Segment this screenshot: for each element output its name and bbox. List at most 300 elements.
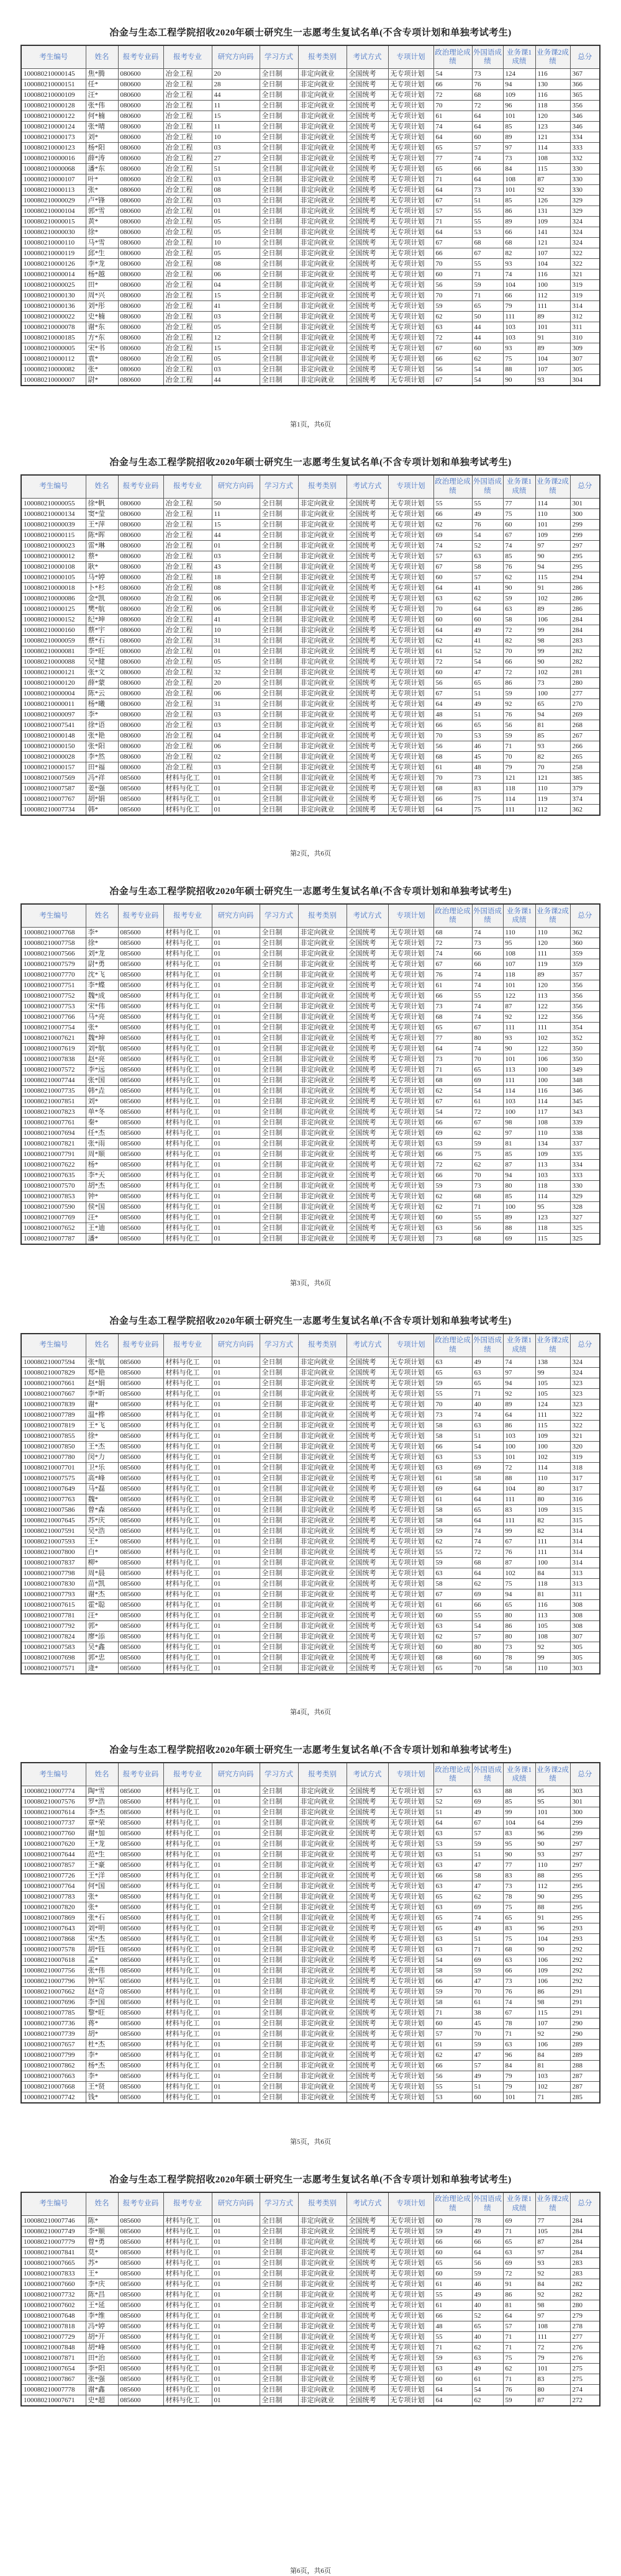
cell: 64 xyxy=(433,1818,472,1828)
cell: 48 xyxy=(472,762,503,772)
cell: 54 xyxy=(472,1086,503,1096)
cell: 无专项计划 xyxy=(388,196,433,206)
cell: 无专项计划 xyxy=(388,1213,433,1223)
table-row xyxy=(21,561,600,572)
column-header: 考试方式 xyxy=(347,1334,388,1357)
table-row xyxy=(21,1191,600,1202)
cell: 284 xyxy=(570,2247,600,2257)
cell: 57 xyxy=(433,206,472,217)
cell: 63 xyxy=(503,2040,535,2050)
cell: 100080210007649 xyxy=(21,1483,86,1494)
cell: 材料与化工 xyxy=(163,1934,212,1945)
cell: 无专项计划 xyxy=(388,1191,433,1202)
cell: 无专项计划 xyxy=(388,322,433,333)
cell: 材料与化工 xyxy=(163,2352,212,2363)
cell: 非定向就业 xyxy=(298,2018,347,2029)
cell: 99 xyxy=(535,646,570,656)
cell: 01 xyxy=(212,2279,260,2289)
cell: 全日制 xyxy=(260,519,298,530)
cell: 全日制 xyxy=(260,1170,298,1181)
cell: 94 xyxy=(503,1170,535,1181)
cell: 59 xyxy=(433,2352,472,2363)
cell: 78 xyxy=(503,1652,535,1663)
table-row xyxy=(21,291,600,301)
cell: 085600 xyxy=(118,1494,163,1504)
cell: 谢*鑫 xyxy=(86,2384,118,2395)
cell: 269 xyxy=(570,709,600,720)
cell: 38 xyxy=(472,2008,503,2018)
cell: 350 xyxy=(570,1054,600,1065)
cell: 66 xyxy=(433,354,472,364)
cell: 122 xyxy=(535,1044,570,1054)
cell: 谢*东 xyxy=(86,322,118,333)
cell: 55 xyxy=(472,498,503,508)
cell: 全日制 xyxy=(260,1139,298,1149)
cell: 64 xyxy=(433,2395,472,2406)
cell: 材料与化工 xyxy=(163,2300,212,2310)
cell: 51 xyxy=(472,196,503,206)
cell: 48 xyxy=(433,709,472,720)
cell: 01 xyxy=(212,2257,260,2268)
cell: 冶金工程 xyxy=(163,238,212,248)
table-row xyxy=(21,1850,600,1860)
cell: 全国统考 xyxy=(347,1987,388,1997)
cell: 74 xyxy=(472,970,503,980)
cell: 无专项计划 xyxy=(388,1012,433,1023)
cell: 03 xyxy=(212,551,260,561)
cell: 无专项计划 xyxy=(388,2061,433,2071)
cell: 非定向就业 xyxy=(298,698,347,709)
cell: 非定向就业 xyxy=(298,164,347,174)
cell: 69 xyxy=(472,1589,503,1599)
cell: 085600 xyxy=(118,1945,163,1955)
cell: 45 xyxy=(472,2018,503,2029)
cell: 全日制 xyxy=(260,238,298,248)
cell: 01 xyxy=(212,1620,260,1631)
cell: 085600 xyxy=(118,1357,163,1367)
cell: 085600 xyxy=(118,1663,163,1674)
cell: 韩* xyxy=(86,804,118,815)
table-row xyxy=(21,1001,600,1012)
cell: 49 xyxy=(472,508,503,519)
cell: 100080210007735 xyxy=(21,1086,86,1096)
table-row xyxy=(21,2092,600,2104)
cell: 全国统考 xyxy=(347,1128,388,1139)
cell: 非定向就业 xyxy=(298,1578,347,1589)
cell: 73 xyxy=(503,153,535,164)
cell: 全国统考 xyxy=(347,2050,388,2061)
cell: 277 xyxy=(570,688,600,698)
table-row xyxy=(21,1934,600,1945)
cell: 64 xyxy=(503,1409,535,1420)
cell: 材料与化工 xyxy=(163,2374,212,2384)
cell: 349 xyxy=(570,1065,600,1075)
table-row xyxy=(21,206,600,217)
cell: 非定向就业 xyxy=(298,2321,347,2331)
cell: 全国统考 xyxy=(347,656,388,667)
cell: 材料与化工 xyxy=(163,2289,212,2300)
cell: 全日制 xyxy=(260,772,298,783)
cell: 全日制 xyxy=(260,2029,298,2040)
cell: 100080210007648 xyxy=(21,2310,86,2321)
cell: 苗*凯 xyxy=(86,1578,118,1589)
cell: 63 xyxy=(433,1850,472,1860)
cell: 99 xyxy=(535,1367,570,1378)
cell: 冶金工程 xyxy=(163,364,212,375)
cell: 92 xyxy=(535,185,570,196)
cell: 113 xyxy=(535,1160,570,1170)
cell: 60 xyxy=(433,667,472,677)
column-header: 研究方向码 xyxy=(212,1334,260,1357)
cell: 非定向就业 xyxy=(298,720,347,730)
cell: 87 xyxy=(535,2395,570,2406)
cell: 全日制 xyxy=(260,2018,298,2029)
cell: 59 xyxy=(472,1839,503,1850)
cell: 73 xyxy=(472,772,503,783)
cell: 299 xyxy=(570,519,600,530)
table-row xyxy=(21,1504,600,1515)
cell: 295 xyxy=(570,551,600,561)
cell: 01 xyxy=(212,2268,260,2279)
cell: 冶金工程 xyxy=(163,90,212,101)
cell: 70 xyxy=(433,291,472,301)
cell: 085600 xyxy=(118,783,163,793)
column-header: 外国语成绩 xyxy=(472,1763,503,1786)
cell: 无专项计划 xyxy=(388,2384,433,2395)
cell: 67 xyxy=(503,530,535,540)
cell: 49 xyxy=(472,2363,503,2374)
cell: 339 xyxy=(570,1118,600,1128)
cell: 085600 xyxy=(118,1610,163,1620)
cell: 06 xyxy=(212,593,260,603)
cell: 74 xyxy=(472,928,503,938)
cell: 89 xyxy=(503,217,535,227)
cell: 352 xyxy=(570,1033,600,1044)
cell: 92 xyxy=(503,1388,535,1399)
cell: 58 xyxy=(472,1473,503,1483)
cell: 非定向就业 xyxy=(298,762,347,772)
column-header: 报考专业 xyxy=(163,45,212,69)
cell: 全国统考 xyxy=(347,1902,388,1913)
cell: 100080210007583 xyxy=(21,1642,86,1652)
column-header: 外国语成绩 xyxy=(472,475,503,499)
cell: 74 xyxy=(472,1001,503,1012)
cell: 71 xyxy=(472,1388,503,1399)
cell: 全日制 xyxy=(260,1044,298,1054)
cell: 全日制 xyxy=(260,1504,298,1515)
cell: 材料与化工 xyxy=(163,1536,212,1547)
cell: 085600 xyxy=(118,1462,163,1473)
cell: 全国统考 xyxy=(347,582,388,593)
cell: 085600 xyxy=(118,991,163,1001)
cell: 材料与化工 xyxy=(163,2321,212,2331)
cell: 44 xyxy=(212,90,260,101)
cell: 全日制 xyxy=(260,688,298,698)
cell: 无专项计划 xyxy=(388,375,433,386)
cell: 全国统考 xyxy=(347,1871,388,1881)
cell: 杨*杰 xyxy=(86,2061,118,2071)
cell: 54 xyxy=(472,2384,503,2395)
cell: 68 xyxy=(503,238,535,248)
table-row xyxy=(21,709,600,720)
cell: 109 xyxy=(535,217,570,227)
cell: 15 xyxy=(212,291,260,301)
cell: 100080210000081 xyxy=(21,646,86,656)
column-header: 外国语成绩 xyxy=(472,1334,503,1357)
cell: 109 xyxy=(535,1504,570,1515)
cell: 324 xyxy=(570,1367,600,1378)
cell: 100080210000055 xyxy=(21,498,86,508)
table-row xyxy=(21,2321,600,2331)
cell: 材料与化工 xyxy=(163,2310,212,2321)
cell: 01 xyxy=(212,1430,260,1441)
page xyxy=(0,2147,621,2576)
cell: 全国统考 xyxy=(347,804,388,815)
column-header: 报考类别 xyxy=(298,45,347,69)
cell: 非定向就业 xyxy=(298,1631,347,1642)
cell: 全日制 xyxy=(260,1642,298,1652)
cell: 90 xyxy=(503,582,535,593)
cell: 张*伟 xyxy=(86,101,118,111)
cell: 全国统考 xyxy=(347,1118,388,1128)
cell: 魏* xyxy=(86,1494,118,1504)
cell: 346 xyxy=(570,122,600,132)
cell: 90 xyxy=(503,375,535,386)
cell: 全日制 xyxy=(260,1128,298,1139)
cell: 111 xyxy=(535,949,570,959)
cell: 08 xyxy=(212,185,260,196)
cell: 柳* xyxy=(86,1557,118,1568)
cell: 无专项计划 xyxy=(388,2050,433,2061)
cell: 72 xyxy=(503,2268,535,2279)
cell: 74 xyxy=(503,1997,535,2008)
cell: 全国统考 xyxy=(347,1086,388,1096)
cell: 106 xyxy=(535,1955,570,1966)
cell: 非定向就业 xyxy=(298,2257,347,2268)
cell: 无专项计划 xyxy=(388,354,433,364)
cell: 283 xyxy=(570,635,600,646)
cell: 材料与化工 xyxy=(163,1860,212,1871)
header-row xyxy=(21,1763,600,1786)
cell: 63 xyxy=(433,1568,472,1578)
cell: 全国统考 xyxy=(347,2279,388,2289)
column-header: 报考专业码 xyxy=(118,45,163,69)
cell: 材料与化工 xyxy=(163,980,212,991)
cell: 全日制 xyxy=(260,2050,298,2061)
cell: 356 xyxy=(570,991,600,1001)
cell: 94 xyxy=(503,79,535,90)
cell: 李*维 xyxy=(86,2310,118,2321)
cell: 69 xyxy=(472,1075,503,1086)
cell: 01 xyxy=(212,1452,260,1462)
cell: 冶金工程 xyxy=(163,698,212,709)
cell: 全国统考 xyxy=(347,1430,388,1441)
cell: 85 xyxy=(503,122,535,132)
table-row xyxy=(21,1473,600,1483)
cell: 冶金工程 xyxy=(163,688,212,698)
cell: 05 xyxy=(212,656,260,667)
cell: 68 xyxy=(433,1652,472,1663)
cell: 76 xyxy=(503,1547,535,1557)
cell: 114 xyxy=(535,498,570,508)
table-row xyxy=(21,1023,600,1033)
cell: 66 xyxy=(472,959,503,970)
cell: 71 xyxy=(503,741,535,751)
table-row xyxy=(21,2082,600,2092)
cell: 72 xyxy=(433,333,472,343)
cell: 60 xyxy=(433,1642,472,1652)
cell: 李* xyxy=(86,2050,118,2061)
cell: 非定向就业 xyxy=(298,2331,347,2342)
cell: 85 xyxy=(503,551,535,561)
cell: 58 xyxy=(433,1430,472,1441)
cell: 全国统考 xyxy=(347,970,388,980)
cell: 110 xyxy=(535,783,570,793)
cell: 74 xyxy=(503,540,535,551)
column-header: 总分 xyxy=(570,904,600,928)
cell: 全国统考 xyxy=(347,1202,388,1213)
cell: 马*亮 xyxy=(86,1012,118,1023)
cell: 080600 xyxy=(118,561,163,572)
cell: 非定向就业 xyxy=(298,1202,347,1213)
cell: 085600 xyxy=(118,1367,163,1378)
cell: 无专项计划 xyxy=(388,928,433,938)
cell: 非定向就业 xyxy=(298,196,347,206)
cell: 01 xyxy=(212,1012,260,1023)
cell: 68 xyxy=(433,751,472,762)
cell: 080600 xyxy=(118,354,163,364)
cell: 无专项计划 xyxy=(388,561,433,572)
cell: 01 xyxy=(212,2300,260,2310)
column-header: 考试方式 xyxy=(347,904,388,928)
cell: 无专项计划 xyxy=(388,2040,433,2050)
cell: 非定向就业 xyxy=(298,1807,347,1818)
cell: 无专项计划 xyxy=(388,2352,433,2363)
cell: 陈*昌 xyxy=(86,2289,118,2300)
cell: 100080210007789 xyxy=(21,1409,86,1420)
cell: 085600 xyxy=(118,1620,163,1631)
cell: 69 xyxy=(472,1902,503,1913)
cell: 62 xyxy=(433,635,472,646)
column-header: 报考专业码 xyxy=(118,2192,163,2216)
cell: 非定向就业 xyxy=(298,79,347,90)
cell: 70 xyxy=(503,751,535,762)
cell: 无专项计划 xyxy=(388,1663,433,1674)
cell: 无专项计划 xyxy=(388,793,433,804)
cell: 宋*杰 xyxy=(86,1934,118,1945)
cell: 全国统考 xyxy=(347,132,388,143)
cell: 085600 xyxy=(118,1525,163,1536)
cell: 95 xyxy=(503,938,535,949)
cell: 非定向就业 xyxy=(298,970,347,980)
cell: 全日制 xyxy=(260,928,298,938)
cell: 106 xyxy=(535,1976,570,1987)
cell: 64 xyxy=(472,174,503,185)
cell: 01 xyxy=(212,1652,260,1663)
cell: 85 xyxy=(503,1191,535,1202)
table-row xyxy=(21,1430,600,1441)
cell: 全国统考 xyxy=(347,1023,388,1033)
cell: 99 xyxy=(535,625,570,635)
column-header: 报考专业 xyxy=(163,1763,212,1786)
table-row xyxy=(21,354,600,364)
table-row xyxy=(21,1620,600,1631)
cell: 100080210007621 xyxy=(21,1033,86,1044)
cell: 材料与化工 xyxy=(163,1652,212,1663)
cell: 非定向就业 xyxy=(298,1599,347,1610)
cell: 138 xyxy=(535,1357,570,1367)
cell: 材料与化工 xyxy=(163,1631,212,1642)
cell: 全国统考 xyxy=(347,1892,388,1902)
cell: 70 xyxy=(433,101,472,111)
cell: 全国统考 xyxy=(347,69,388,79)
cell: 全国统考 xyxy=(347,333,388,343)
cell: 274 xyxy=(570,2384,600,2395)
table-row xyxy=(21,1525,600,1536)
cell: 张*航 xyxy=(86,1357,118,1367)
cell: 徐*语 xyxy=(86,720,118,730)
cell: 87 xyxy=(535,174,570,185)
cell: 123 xyxy=(535,1213,570,1223)
cell: 全国统考 xyxy=(347,2363,388,2374)
candidates-table xyxy=(20,474,601,816)
cell: 无专项计划 xyxy=(388,69,433,79)
cell: 无专项计划 xyxy=(388,1504,433,1515)
cell: 100080210000028 xyxy=(21,751,86,762)
cell: 297 xyxy=(570,540,600,551)
cell: 115 xyxy=(535,572,570,582)
cell: 全国统考 xyxy=(347,2008,388,2018)
cell: 92 xyxy=(535,2289,570,2300)
cell: 全日制 xyxy=(260,1065,298,1075)
cell: 116 xyxy=(535,269,570,280)
cell: 非定向就业 xyxy=(298,688,347,698)
cell: 113 xyxy=(503,1065,535,1075)
cell: 非定向就业 xyxy=(298,1378,347,1388)
cell: 全国统考 xyxy=(347,1850,388,1860)
cell: 085600 xyxy=(118,1149,163,1160)
table-row xyxy=(21,1807,600,1818)
cell: 全国统考 xyxy=(347,751,388,762)
cell: 高*峰 xyxy=(86,1473,118,1483)
cell: 69 xyxy=(503,1234,535,1245)
cell: 非定向就业 xyxy=(298,1023,347,1033)
cell: 100080210007850 xyxy=(21,1441,86,1452)
cell: 54 xyxy=(472,656,503,667)
table-row xyxy=(21,793,600,804)
table-row xyxy=(21,720,600,730)
cell: 材料与化工 xyxy=(163,1599,212,1610)
cell: 无专项计划 xyxy=(388,2374,433,2384)
cell: 01 xyxy=(212,1902,260,1913)
cell: 62 xyxy=(472,354,503,364)
cell: 59 xyxy=(433,1181,472,1191)
table-row xyxy=(21,928,600,938)
cell: 非定向就业 xyxy=(298,1589,347,1599)
cell: 100080210007614 xyxy=(21,1807,86,1818)
cell: 080600 xyxy=(118,614,163,625)
cell: 100080210007867 xyxy=(21,2374,86,2384)
cell: 材料与化工 xyxy=(163,2268,212,2279)
cell: 冶金工程 xyxy=(163,751,212,762)
cell: 刘* xyxy=(86,132,118,143)
cell: 材料与化工 xyxy=(163,2257,212,2268)
cell: 330 xyxy=(570,1181,600,1191)
cell: 313 xyxy=(570,1568,600,1578)
cell: 全日制 xyxy=(260,1976,298,1987)
cell: 材料与化工 xyxy=(163,1525,212,1536)
cell: 材料与化工 xyxy=(163,772,212,783)
